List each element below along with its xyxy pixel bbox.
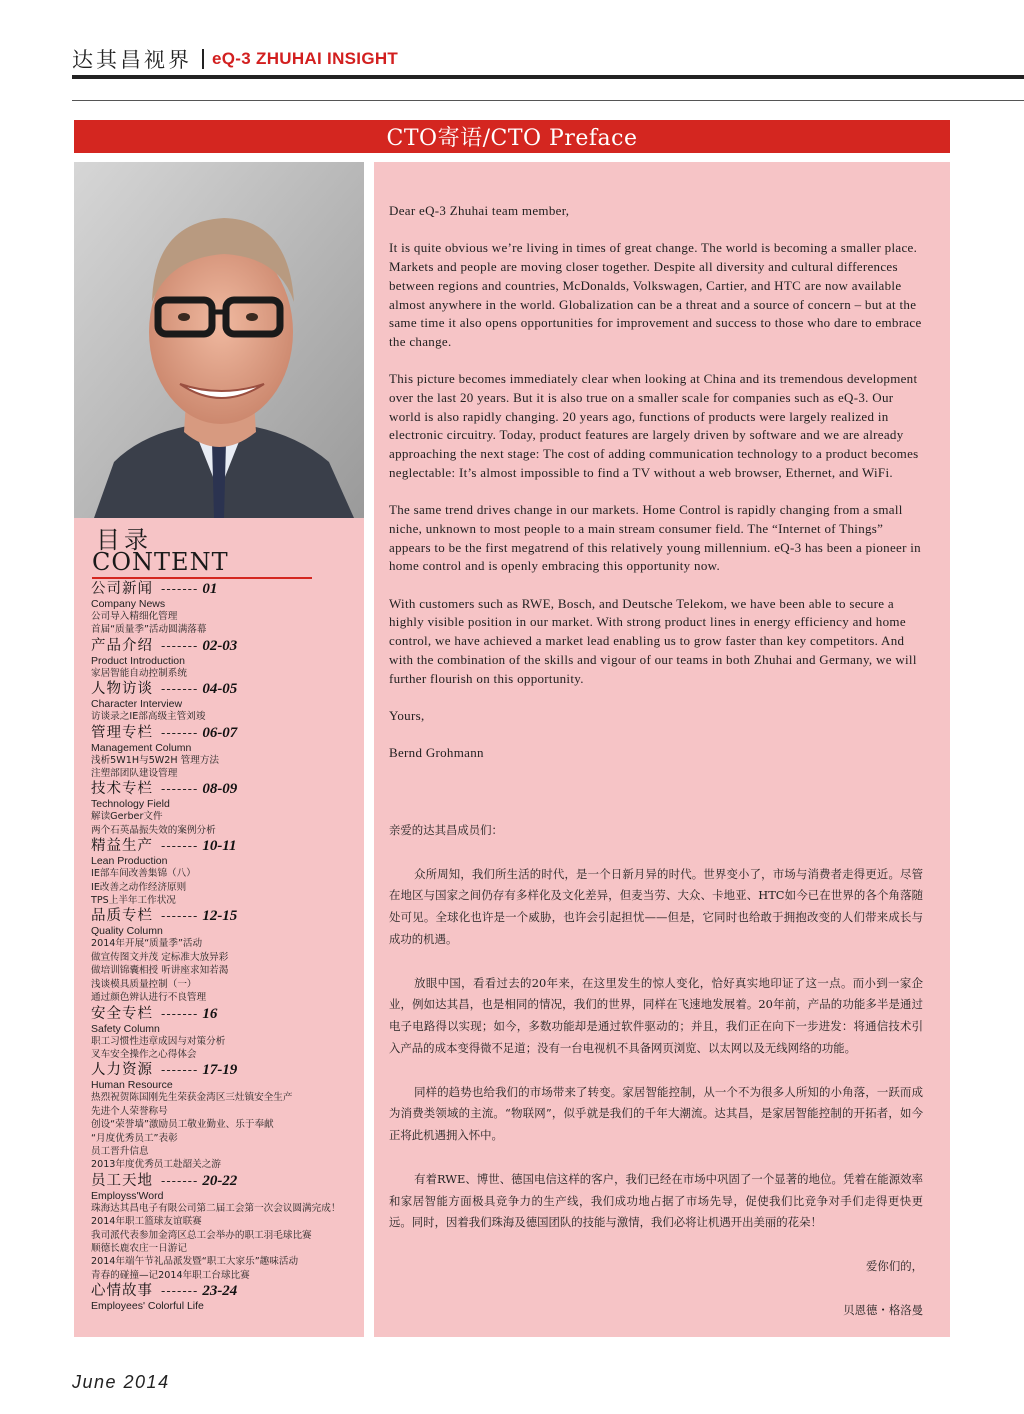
letter-cn-paragraph: 众所周知，我们所生活的时代，是一个日新月异的时代。世界变小了，市场与消费者走得更近。尽管在地区与国家之间仍存有多样化及文化差异，但麦当劳、大众、卡地亚、HTC如今已在世界的各个角落随处可见。全球化也许是一个威胁，也许会引起担忧——但是，它同时也给敢于拥抱改变的人们带来成长与成功的机遇。 <box>389 866 923 946</box>
toc-heading-cn: 目录 <box>96 526 152 554</box>
banner-title: CTO寄语/CTO Preface <box>386 126 638 151</box>
toc-section[interactable] <box>91 1172 361 1282</box>
toc-page-number: 16 <box>202 1005 218 1022</box>
toc-section-title[interactable] <box>91 637 361 655</box>
toc-section-en: Product Introduction <box>91 654 185 667</box>
toc-section-name: 精益生产 <box>91 838 153 855</box>
toc-article[interactable]: 浅析5W1H与5W2H 管理方法 <box>91 754 220 766</box>
toc-section-en: Management Column <box>91 741 192 754</box>
toc-article[interactable]: 青春的碰撞—记2014年职工台球比赛 <box>91 1269 250 1281</box>
letter-cn-paragraph: 放眼中国，看看过去的20年来，在这里发生的惊人变化，恰好真实地印证了这一点。而小到一家企业，例如达其昌，也是相同的情况，我们的世界，同样在飞速地发展着。20年前，产品的功能多半是通过电子电路得以实现；如今，多数功能却是通过软件驱动的；并且，我们正在向下一步进发：将通信技术引入产品的成本变得微不足道；没有一台电视机不具备网页浏览、以太网以及无线网络的功能。 <box>389 975 923 1055</box>
toc-page-number: 06-07 <box>202 724 238 741</box>
toc-section-name: 员工天地 <box>91 1172 153 1189</box>
toc-article[interactable]: 做宣传图文并茂 定标准大放异彩 <box>91 951 229 963</box>
letter-chinese <box>389 820 923 1343</box>
letter-english <box>389 202 923 782</box>
toc-section-en: Company News <box>91 598 166 610</box>
toc-section[interactable] <box>91 780 361 837</box>
toc-section-name: 人力资源 <box>91 1062 153 1079</box>
letter-signature: Bernd Grohmann <box>389 745 484 761</box>
toc-page-number: 12-15 <box>202 908 238 925</box>
toc-article[interactable]: 两个石英晶振失效的案例分析 <box>91 824 216 836</box>
page-header <box>72 44 398 74</box>
toc-article[interactable]: 2014年开展“质量季”活动 <box>91 938 203 950</box>
toc-article[interactable]: 2014年端午节礼品派发暨“职工大家乐”趣味活动 <box>91 1256 299 1268</box>
letter-closing: Yours, <box>389 707 425 723</box>
toc-article[interactable]: 浅谈模具质量控制（一） <box>91 978 197 990</box>
toc-section[interactable] <box>91 837 361 907</box>
toc-section-en: Safety Column <box>91 1022 160 1035</box>
letter-paragraph: With customers such as RWE, Bosch, and Deutsche Telekom, we have been able to secure a highly visible position in our market. With strong product lines in energy efficiency and home control, we have achieved a market lead enabling us to grow faster than key competitors. And with the combination of the skills and vigour of our teams in both Zhuhai and Germany, we will further flourish on this opportunity. <box>389 595 917 686</box>
toc-page-number: 17-19 <box>202 1062 238 1079</box>
issue-date: June 2014 <box>72 1372 170 1392</box>
letter-cn-paragraph: 有着RWE、博世、德国电信这样的客户，我们已经在市场中巩固了一个显著的地位。凭着在能源效率和家居智能方面极具竞争力的生产线，我们成功地占据了市场先导，促使我们比竞争对手们走得更快更远。同时，因着我们珠海及德国团队的技能与激情，我们必将让机遇开出美丽的花朵！ <box>389 1171 923 1230</box>
letter-cn-greeting: 亲爱的达其昌成员们： <box>389 823 503 837</box>
toc-section-title[interactable] <box>91 1061 361 1079</box>
toc-page-number: 01 <box>202 581 218 597</box>
toc-article[interactable]: IE部车间改善集锦（八） <box>91 868 196 880</box>
toc-section[interactable] <box>91 680 361 723</box>
toc-article[interactable]: “月度优秀员工”表彰 <box>91 1132 178 1144</box>
toc-leader: ------- <box>161 1173 199 1188</box>
toc-leader: ------- <box>161 839 199 854</box>
toc-article[interactable]: 创设“荣誉墙”激励员工敬业勤业、乐于奉献 <box>91 1119 274 1131</box>
toc-article[interactable]: 热烈祝贺陈国刚先生荣获金湾区三灶镇安全生产 <box>91 1092 293 1104</box>
toc-page-number: 23-24 <box>202 1283 238 1300</box>
toc-article[interactable]: 员工晋升信息 <box>91 1145 149 1157</box>
toc-section-name: 产品介绍 <box>91 637 153 654</box>
toc-page-number: 20-22 <box>202 1172 238 1189</box>
toc-section-en: Character Interview <box>91 698 183 711</box>
publication-title-en: eQ-3 ZHUHAI INSIGHT <box>212 49 399 68</box>
toc-section[interactable] <box>91 724 361 781</box>
toc-section-title[interactable] <box>91 680 361 698</box>
toc-article[interactable]: 职工习惯性违章成因与对策分析 <box>91 1035 226 1047</box>
toc-page-number: 10-11 <box>202 838 237 855</box>
section-banner <box>74 120 950 153</box>
toc-leader: ------- <box>161 782 199 797</box>
letter-salutation: Dear eQ-3 Zhuhai team member, <box>389 203 570 218</box>
letter-paragraph: The same trend drives change in our markets. Home Control is rapidly changing from a small niche, unknown to most people to a main stream consumer field. The “Internet of Things” appears to be the first megatrend of this relatively young millennium. eQ-3 has been a pioneer in home control and is openly embracing this opportunity now. <box>389 502 921 574</box>
toc-section[interactable] <box>91 1282 361 1312</box>
toc-section-en: Human Resource <box>91 1079 173 1092</box>
toc-section-en: Lean Production <box>91 855 168 868</box>
letter-cn-signature: 贝恩德・格洛曼 <box>843 1302 923 1317</box>
toc-leader: ------- <box>161 638 199 653</box>
toc-section-title[interactable] <box>91 724 361 742</box>
toc-article[interactable]: 珠海达其昌电子有限公司第二届工会第一次会议圆满完成！ <box>91 1202 341 1214</box>
portrait-photo <box>74 162 364 518</box>
toc-leader: ------- <box>161 725 199 740</box>
toc-article[interactable]: 叉车安全操作之心得体会 <box>91 1048 197 1060</box>
cto-letter <box>374 162 950 1337</box>
toc-section-name: 心情故事 <box>91 1283 153 1300</box>
toc-page-number: 04-05 <box>202 681 238 698</box>
toc-section[interactable] <box>91 907 361 1004</box>
toc-section-title[interactable] <box>91 580 361 598</box>
toc-section-name: 安全专栏 <box>91 1005 153 1022</box>
toc-section[interactable] <box>91 637 361 680</box>
letter-cn-closing: 爱你们的， <box>866 1258 923 1273</box>
toc-section-name: 品质专栏 <box>91 908 153 925</box>
toc-section-title[interactable] <box>91 907 361 925</box>
portrait-illustration <box>74 162 364 518</box>
toc-section-name: 公司新闻 <box>91 581 153 597</box>
toc-section-name: 技术专栏 <box>91 781 153 798</box>
toc-leader: ------- <box>161 1063 199 1078</box>
toc-leader: ------- <box>161 909 199 924</box>
toc-article[interactable]: 家居智能自动控制系统 <box>91 667 187 679</box>
toc-leader: ------- <box>161 1284 199 1299</box>
header-divider <box>202 49 204 69</box>
toc-article[interactable]: 访谈录之IE部高级主管刘竣 <box>91 711 206 723</box>
toc-article[interactable]: 解读Gerber文件 <box>91 811 163 823</box>
toc-article[interactable]: 通过颜色辨认进行不良管理 <box>91 992 207 1004</box>
toc-page-number: 08-09 <box>202 781 238 798</box>
toc-article[interactable]: IE改善之动作经济原则 <box>91 881 187 893</box>
toc-article[interactable]: 先进个人荣誉称号 <box>91 1105 168 1117</box>
toc-section-en: Quality Column <box>91 925 163 938</box>
toc-article[interactable]: 我司派代表参加金湾区总工会举办的职工羽毛球比赛 <box>91 1229 312 1241</box>
toc-article[interactable]: 顺德长鹿农庄一日游记 <box>91 1242 187 1254</box>
toc-article[interactable]: TPS上半年工作状况 <box>91 895 176 907</box>
header-rule-thick <box>72 75 1024 79</box>
letter-cn-paragraph: 同样的趋势也给我们的市场带来了转变。家居智能控制，从一个不为很多人所知的小角落，一跃而成为消费类领域的主流。“物联网”，似乎就是我们的千年大潮流。达其昌，是家居智能控制的开拓者，如今正将此机遇拥入怀中。 <box>389 1084 923 1143</box>
toc-section[interactable] <box>91 1061 361 1171</box>
toc-underline <box>92 577 312 579</box>
header-rule-thin <box>72 100 1024 101</box>
toc-section-title[interactable] <box>91 1005 361 1023</box>
letter-paragraph: It is quite obvious we’re living in times of great change. The world is becoming a smaller place. Markets and people are moving closer together. Despite all diversity and cultural differences between regions and countries, McDonalds, Volkswagen, Cartier, and HTC are now available almost anywhere in the world. Globalization can be a threat and a source of concern – but at the same time it also opens opportunities for improvement and success to those who dare to embrace the change. <box>389 240 922 349</box>
toc-list <box>91 580 361 1312</box>
toc-section-title[interactable] <box>91 837 361 855</box>
toc-section-name: 管理专栏 <box>91 724 153 741</box>
toc-article[interactable]: 做培训锦囊相授 听讲座求知若渴 <box>91 965 229 977</box>
toc-leader: ------- <box>161 582 199 596</box>
toc-article[interactable]: 2013年度优秀员工赴韶关之游 <box>91 1159 221 1171</box>
publication-title-cn: 达其昌视界 <box>72 48 192 72</box>
toc-section-name: 人物访谈 <box>91 681 153 698</box>
toc-section-title[interactable] <box>91 1282 361 1300</box>
toc-section-en: Employees' Colorful Life <box>91 1300 204 1313</box>
toc-section-title[interactable] <box>91 780 361 798</box>
toc-leader: ------- <box>161 1006 199 1021</box>
letter-paragraph: This picture becomes immediately clear when looking at China and its tremendous development over the last 20 years. But it is also true on a smaller scale for companies such as eQ-3. Our world is also rapidly changing. 20 years ago, functions of products were largely realized in electronic circuitry. Today, product features are largely driven by software and we are already approaching the next stage: The cost of adding communication technology to a product becomes neglectable: It’s almost impossible to find a TV without a web browser, Ethernet, and WiFi. <box>389 371 919 480</box>
toc-article[interactable]: 注塑部团队建设管理 <box>91 768 178 780</box>
toc-section-title[interactable] <box>91 1172 361 1190</box>
table-of-contents <box>74 518 364 1337</box>
toc-article[interactable]: 2014年职工篮球友谊联赛 <box>91 1216 202 1228</box>
toc-article[interactable]: 首届“质量季”活动圆满落幕 <box>91 624 207 636</box>
toc-section[interactable] <box>91 580 361 637</box>
toc-page-number: 02-03 <box>202 637 238 654</box>
toc-section[interactable] <box>91 1005 361 1062</box>
toc-section-en: Employss'Word <box>91 1189 164 1202</box>
toc-leader: ------- <box>161 682 199 697</box>
toc-heading-en: CONTENT <box>92 548 229 576</box>
toc-article[interactable]: 公司导入精细化管理 <box>91 611 178 622</box>
toc-section-en: Technology Field <box>91 798 170 811</box>
